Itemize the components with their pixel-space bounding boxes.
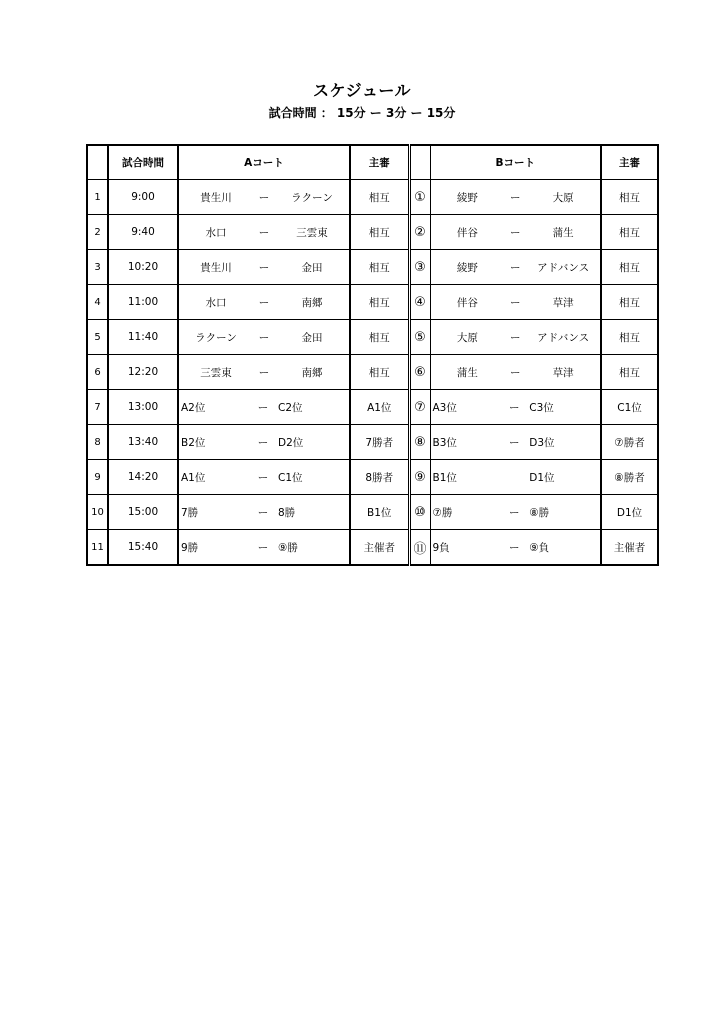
court-b-team-2: ⑧勝 (529, 506, 550, 519)
header-court-b: Bコート (430, 145, 601, 180)
court-b-referee: ⑧勝者 (601, 460, 658, 495)
court-b-team-2: 大原 (552, 191, 574, 204)
versus-dash: ー (257, 471, 269, 484)
court-b-team-2: C3位 (529, 401, 554, 414)
court-b-match-number: ⑩ (409, 495, 430, 530)
court-b-team-2: D3位 (529, 436, 555, 449)
court-a-match (178, 390, 350, 425)
court-a-team-2: C1位 (278, 471, 303, 484)
court-b-match-number: ⑨ (409, 460, 430, 495)
court-a-referee: 8勝者 (350, 460, 409, 495)
versus-dash: ー (258, 261, 270, 274)
versus-dash: ー (258, 191, 270, 204)
match-time: 11:00 (108, 285, 178, 320)
match-time: 15:40 (108, 530, 178, 566)
court-a-team-2: 三雲東 (296, 226, 328, 239)
court-a-referee: 主催者 (350, 530, 409, 566)
court-b-team-2: ⑨負 (529, 541, 550, 554)
court-b-referee: C1位 (601, 390, 658, 425)
court-b-match (430, 530, 601, 566)
court-b-referee: 相互 (601, 180, 658, 215)
court-a-match (178, 355, 350, 390)
match-number: 10 (87, 495, 108, 530)
header-no (87, 145, 108, 180)
court-a-match (178, 285, 350, 320)
court-a-referee: 相互 (350, 355, 409, 390)
match-number: 3 (87, 250, 108, 285)
court-a-referee: 相互 (350, 215, 409, 250)
court-a-team-2: ラクーン (291, 191, 333, 204)
court-b-match-number: ⑦ (409, 390, 430, 425)
court-a-team-2: D2位 (278, 436, 304, 449)
versus-dash: ー (257, 401, 269, 414)
court-a-match (178, 180, 350, 215)
match-time: 14:20 (108, 460, 178, 495)
court-b-match-number: ⑧ (409, 425, 430, 460)
court-a-referee: 相互 (350, 285, 409, 320)
match-number: 8 (87, 425, 108, 460)
versus-dash: ー (510, 226, 521, 239)
court-b-referee: 相互 (601, 215, 658, 250)
page-title: スケジュール (312, 81, 412, 100)
versus-dash: ー (257, 506, 269, 519)
court-b-team-2: 草津 (552, 296, 574, 309)
court-b-team-2: D1位 (529, 471, 555, 484)
versus-dash: ー (509, 541, 520, 554)
court-a-team-2: C2位 (278, 401, 303, 414)
court-a-match (178, 425, 350, 460)
court-b-match-number: ⑥ (409, 355, 430, 390)
court-b-team-1: A3位 (432, 401, 457, 414)
versus-dash: ー (510, 366, 521, 379)
court-b-match (430, 320, 601, 355)
table-row (87, 285, 658, 320)
court-a-referee: 相互 (350, 320, 409, 355)
court-b-referee: 相互 (601, 320, 658, 355)
versus-dash: ー (509, 401, 520, 414)
court-a-team-2: 金田 (301, 331, 323, 344)
court-b-team-1: 綾野 (456, 191, 478, 204)
court-a-team-2: 8勝 (278, 506, 296, 519)
schedule-table (86, 144, 659, 566)
court-b-team-1: ⑦勝 (432, 506, 453, 519)
court-b-match-number: ⑪ (409, 530, 430, 566)
court-a-referee: B1位 (350, 495, 409, 530)
court-b-team-1: 伴谷 (456, 226, 478, 239)
match-duration-subtitle: 試合時間 ： 15分 ー 3分 ー 15分 (268, 106, 456, 120)
court-a-team-1: A1位 (181, 471, 206, 484)
court-a-referee: A1位 (350, 390, 409, 425)
match-number: 11 (87, 530, 108, 566)
match-time: 12:20 (108, 355, 178, 390)
table-row (87, 495, 658, 530)
court-a-referee: 7勝者 (350, 425, 409, 460)
court-b-match (430, 250, 601, 285)
header-b-no (409, 145, 430, 180)
table-row (87, 390, 658, 425)
court-b-team-1: 伴谷 (456, 296, 478, 309)
court-b-match-number: ⑤ (409, 320, 430, 355)
court-b-match (430, 355, 601, 390)
court-b-referee: 相互 (601, 250, 658, 285)
court-b-match (430, 390, 601, 425)
versus-dash: ー (510, 261, 521, 274)
match-number: 6 (87, 355, 108, 390)
court-a-match (178, 495, 350, 530)
versus-dash: ー (258, 226, 270, 239)
match-time: 9:40 (108, 215, 178, 250)
court-b-referee: 相互 (601, 355, 658, 390)
court-a-team-1: 7勝 (181, 506, 199, 519)
versus-dash: ー (257, 436, 269, 449)
match-number: 9 (87, 460, 108, 495)
court-b-team-1: 蒲生 (456, 366, 478, 379)
court-b-match (430, 285, 601, 320)
court-a-team-1: 水口 (205, 296, 227, 309)
match-number: 5 (87, 320, 108, 355)
header-referee-b: 主審 (601, 145, 658, 180)
court-b-match-number: ③ (409, 250, 430, 285)
match-time: 11:40 (108, 320, 178, 355)
court-a-team-2: 南郷 (301, 296, 323, 309)
versus-dash: ー (258, 296, 270, 309)
match-number: 2 (87, 215, 108, 250)
court-b-team-1: 大原 (456, 331, 478, 344)
table-row (87, 215, 658, 250)
match-time: 13:00 (108, 390, 178, 425)
court-a-team-1: ラクーン (195, 331, 237, 344)
match-time: 9:00 (108, 180, 178, 215)
table-row (87, 250, 658, 285)
versus-dash: ー (257, 541, 269, 554)
versus-dash: ー (509, 436, 520, 449)
court-b-team-1: B1位 (432, 471, 457, 484)
table-row (87, 320, 658, 355)
versus-dash: ー (258, 366, 270, 379)
court-a-match (178, 320, 350, 355)
court-b-team-2: 蒲生 (552, 226, 574, 239)
court-b-team-2: アドバンス (537, 261, 590, 274)
court-b-team-2: アドバンス (537, 331, 590, 344)
court-a-match (178, 530, 350, 566)
court-b-team-1: 9負 (432, 541, 450, 554)
table-row (87, 460, 658, 495)
court-b-match (430, 215, 601, 250)
court-a-referee: 相互 (350, 180, 409, 215)
court-a-team-1: B2位 (181, 436, 206, 449)
versus-dash: ー (510, 191, 521, 204)
match-number: 1 (87, 180, 108, 215)
court-a-team-2: ⑨勝 (278, 541, 298, 554)
match-time: 15:00 (108, 495, 178, 530)
versus-dash: ー (510, 296, 521, 309)
court-a-team-1: 水口 (205, 226, 227, 239)
court-b-team-1: 綾野 (456, 261, 478, 274)
court-a-match (178, 460, 350, 495)
court-a-team-2: 金田 (301, 261, 323, 274)
court-b-match (430, 425, 601, 460)
match-number: 7 (87, 390, 108, 425)
court-a-team-1: 三雲東 (200, 366, 232, 379)
versus-dash: ー (509, 506, 520, 519)
court-b-match (430, 495, 601, 530)
versus-dash: ー (258, 331, 270, 344)
table-row (87, 425, 658, 460)
court-a-team-1: 貴生川 (200, 261, 232, 274)
court-b-referee: 相互 (601, 285, 658, 320)
court-b-match-number: ① (409, 180, 430, 215)
table-row (87, 355, 658, 390)
court-a-team-1: A2位 (181, 401, 206, 414)
court-b-match-number: ④ (409, 285, 430, 320)
header-referee-a: 主審 (350, 145, 409, 180)
header-time: 試合時間 (108, 145, 178, 180)
table-row (87, 180, 658, 215)
court-b-team-2: 草津 (552, 366, 574, 379)
match-time: 10:20 (108, 250, 178, 285)
header-row (87, 145, 658, 180)
court-a-referee: 相互 (350, 250, 409, 285)
court-a-team-1: 9勝 (181, 541, 199, 554)
court-b-match-number: ② (409, 215, 430, 250)
header-court-a: Aコート (178, 145, 350, 180)
court-b-match (430, 460, 601, 495)
court-b-referee: 主催者 (601, 530, 658, 566)
court-a-match (178, 250, 350, 285)
court-b-referee: ⑦勝者 (601, 425, 658, 460)
court-b-match (430, 180, 601, 215)
court-a-team-2: 南郷 (301, 366, 323, 379)
court-a-match (178, 215, 350, 250)
court-b-referee: D1位 (601, 495, 658, 530)
match-time: 13:40 (108, 425, 178, 460)
court-b-team-1: B3位 (432, 436, 457, 449)
versus-dash: ー (510, 331, 521, 344)
court-a-team-1: 貴生川 (200, 191, 232, 204)
table-row (87, 530, 658, 566)
match-number: 4 (87, 285, 108, 320)
